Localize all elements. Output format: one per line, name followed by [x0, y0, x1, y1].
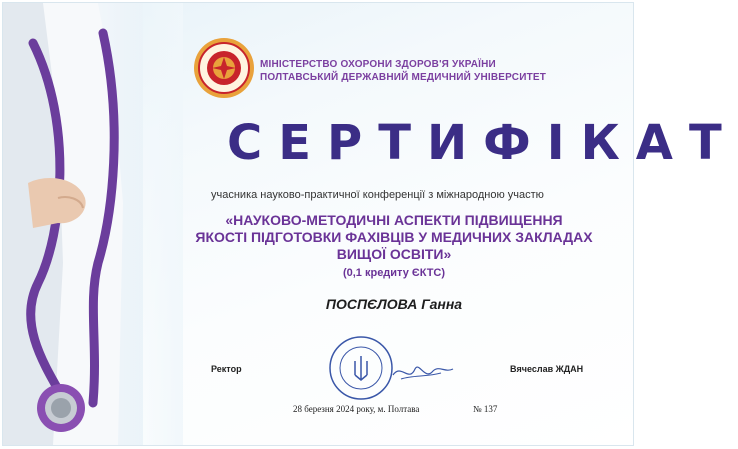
ministry-header: [260, 58, 546, 84]
issue-date-place: 28 березня 2024 року, м. Полтава: [293, 404, 420, 414]
doctor-stethoscope-image: [3, 3, 143, 445]
certificate-number: № 137: [473, 404, 498, 414]
seal-and-signature: [323, 333, 458, 403]
ministry-name: МІНІСТЕРСТВО ОХОРОНИ ЗДОРОВ'Я УКРАЇНИ: [260, 59, 496, 70]
university-name: ПОЛТАВСЬКИЙ ДЕРЖАВНИЙ МЕДИЧНИЙ УНІВЕРСИТЕТ: [260, 72, 547, 83]
certificate-subtitle: учасника науково-практичної конференції з міжнародною участю: [211, 189, 544, 201]
conference-title-line: ЯКОСТІ ПІДГОТОВКИ ФАХІВЦІВ У МЕДИЧНИХ ЗАКЛАДАХ: [195, 229, 593, 245]
signatory-position: Ректор: [211, 364, 242, 374]
conference-title-line: ВИЩОЇ ОСВІТИ»: [336, 246, 452, 262]
ects-credits: (0,1 кредиту ЄКТС): [342, 267, 446, 279]
recipient-name: ПОСПЄЛОВА Ганна: [325, 296, 463, 312]
university-emblem: [193, 37, 255, 99]
signatory-name: Вячеслав ЖДАН: [510, 364, 584, 374]
certificate-title: СЕРТИФІКАТ: [227, 115, 738, 171]
certificate-page: [3, 3, 738, 445]
conference-title: [189, 212, 599, 263]
conference-title-line: «НАУКОВО-МЕТОДИЧНІ АСПЕКТИ ПІДВИЩЕННЯ: [225, 212, 563, 228]
